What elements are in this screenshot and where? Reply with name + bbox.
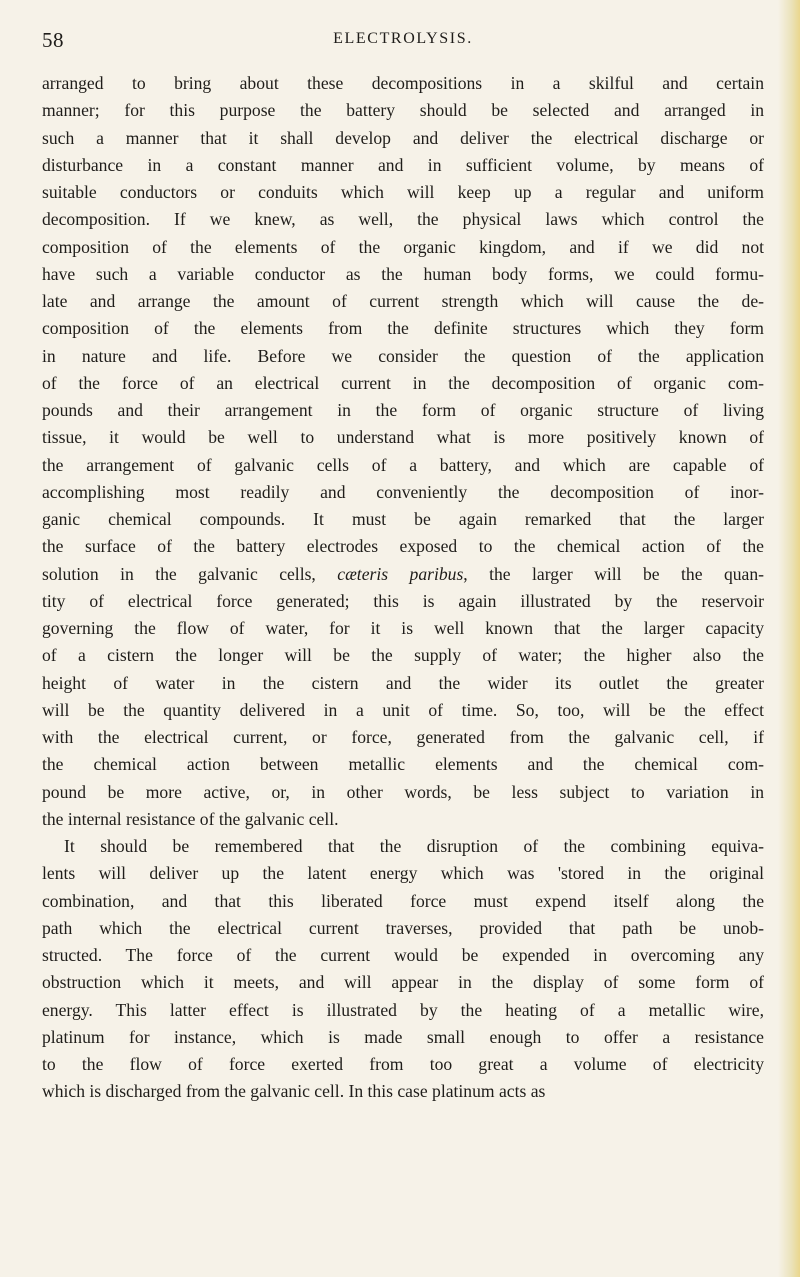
text-line: tissue, it would be well to understand what is more positively known of xyxy=(42,427,764,448)
text-line: obstruction which it meets, and will appear in the display of some form of xyxy=(42,972,764,993)
text-line: of the force of an electrical current in the decomposition of organic com- xyxy=(42,372,764,393)
text-line: arranged to bring about these decompositions in a skilful and certain xyxy=(42,73,764,93)
text-line: in nature and life. Before we consider the question of the application xyxy=(42,345,764,366)
text-line: combination, and that this liberated force must expend itself along the xyxy=(42,890,764,911)
text-line: tity of electrical force generated; this is again illustrated by the reservoir xyxy=(42,590,764,611)
text-line: with the electrical current, or force, generated from the galvanic cell, if xyxy=(42,727,764,747)
text-line: which is discharged from the galvanic cell. In this case platinum acts as xyxy=(42,1081,546,1102)
text-line: governing the flow of water, for it is well known that the larger capacity xyxy=(42,618,764,638)
text-line: accomplishing most readily and conveniently the decomposition of inor- xyxy=(42,481,764,502)
text-line: decomposition. If we knew, as well, the physical laws which control the xyxy=(42,209,764,230)
running-head: ELECTROLYSIS. xyxy=(333,30,473,47)
paragraph-2 xyxy=(42,833,764,1106)
text-line: It should be remembered that the disruption of the combining equiva- xyxy=(64,836,764,856)
text-line: suitable conductors or conduits which will keep up a regular and uniform xyxy=(42,182,764,202)
text-line: path which the electrical current traverses, provided that path be unob- xyxy=(42,917,764,938)
text-line: such a manner that it shall develop and deliver the electrical discharge or xyxy=(42,127,764,148)
page-header xyxy=(42,28,764,54)
text-line: to the flow of force exerted from too great a volume of electricity xyxy=(42,1054,764,1074)
text-line: late and arrange the amount of current strength which will cause the de- xyxy=(42,291,764,311)
text-line: ganic chemical compounds. It must be again remarked that the larger xyxy=(42,509,764,529)
text-line: height of water in the cistern and the wider its outlet the greater xyxy=(42,672,764,693)
text-line: the surface of the battery electrodes exposed to the chemical action of the xyxy=(42,536,764,557)
text-line: composition of the elements from the definite structures which they form xyxy=(42,318,764,339)
text-line: the internal resistance of the galvanic cell. xyxy=(42,808,339,829)
text-line: energy. This latter effect is illustrated by the heating of a metallic wire, xyxy=(42,999,764,1020)
text-line: will be the quantity delivered in a unit of time. So, too, will be the effect xyxy=(42,699,764,720)
text-line: of a cistern the longer will be the supply of water; the higher also the xyxy=(42,645,764,666)
body-text xyxy=(42,70,764,1106)
text-line: pounds and their arrangement in the form of organic structure of living xyxy=(42,400,764,420)
text-line: structed. The force of the current would be expended in overcoming any xyxy=(42,945,764,965)
text-line: lents will deliver up the latent energy which was 'stored in the original xyxy=(42,863,764,884)
text-line: pound be more active, or, in other words, be less subject to variation in xyxy=(42,781,764,802)
text-line: platinum for instance, which is made small enough to offer a resistance xyxy=(42,1026,764,1047)
text-line: composition of the elements of the organic kingdom, and if we did not xyxy=(42,236,764,257)
text-line: the chemical action between metallic elements and the chemical com- xyxy=(42,754,764,775)
text-line: the arrangement of galvanic cells of a battery, and which are capable of xyxy=(42,454,764,475)
text-line: disturbance in a constant manner and in sufficient volume, by means of xyxy=(42,154,764,175)
paragraph-1 xyxy=(42,70,764,833)
text-line: manner; for this purpose the battery should be selected and arranged in xyxy=(42,100,764,121)
page-number: 58 xyxy=(42,28,64,52)
page-edge-shading xyxy=(778,0,800,1277)
text-line: solution in the galvanic cells, cæteris paribus, the larger will be the quan- xyxy=(42,563,764,584)
text-line: have such a variable conductor as the human body forms, we could formu- xyxy=(42,263,764,284)
